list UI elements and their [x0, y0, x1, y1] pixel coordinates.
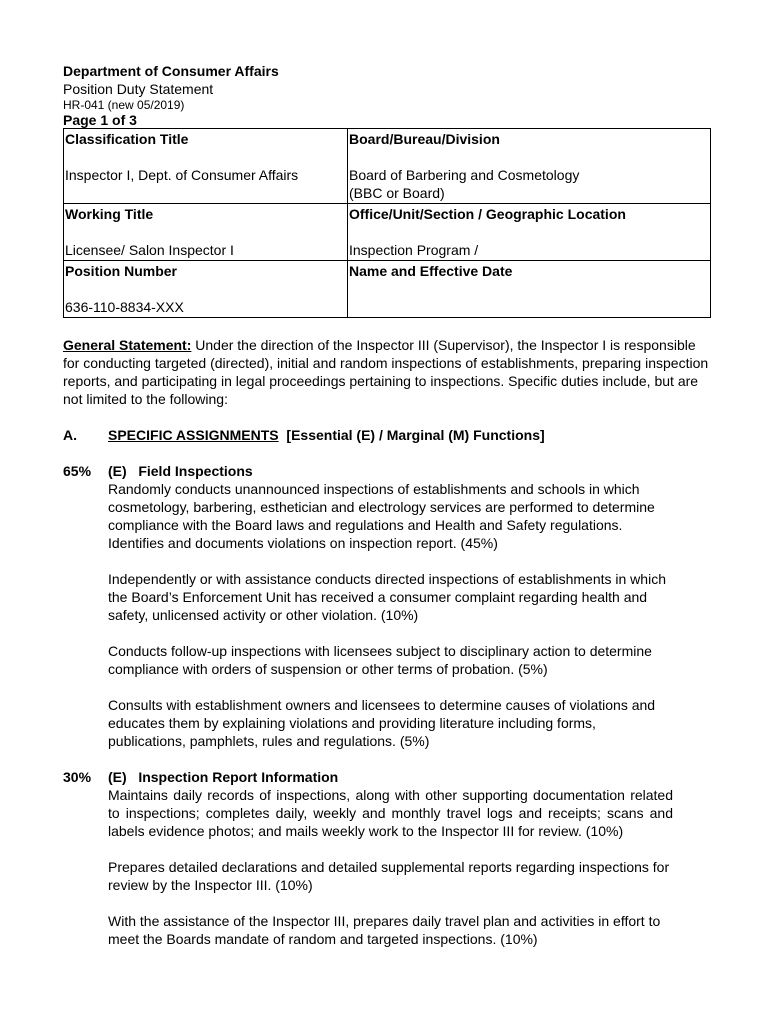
- department-name: Department of Consumer Affairs: [63, 63, 279, 79]
- office-value: Inspection Program /: [349, 242, 479, 258]
- document-title: Position Duty Statement: [63, 81, 214, 97]
- duty-item: Independently or with assistance conducts directed inspections of establishments in which the Board’s Enforcement Unit has received a consumer complaint regarding health and safety, unlicensed activity or other violation. (10%): [108, 571, 666, 623]
- duty-item: Conducts follow-up inspections with licensees subject to disciplinary action to determine compliance with orders of suspension or other terms of probation. (5%): [108, 643, 652, 677]
- duty-title: (E) Inspection Report Information: [108, 769, 339, 785]
- classification-label: Classification Title: [65, 131, 189, 147]
- duty-inspection-report: [63, 768, 711, 948]
- board-value-line1: Board of Barbering and Cosmetology: [349, 167, 580, 183]
- section-subtitle: [Essential (E) / Marginal (M) Functions]: [278, 427, 545, 443]
- general-statement: [63, 336, 711, 408]
- general-statement-label: General Statement:: [63, 337, 192, 353]
- duty-item: Maintains daily records of inspections, along with other supporting documentation related to inspections; completes daily, weekly and monthly travel logs and receipts; scans and labels evidence photos; and mails weekly work to the Inspector III for review. (10%): [108, 787, 673, 839]
- duty-item: Prepares detailed declarations and detailed supplemental reports regarding inspections for review by the Inspector III. (10%): [108, 859, 670, 893]
- section-title: SPECIFIC ASSIGNMENTS: [108, 427, 279, 443]
- office-label: Office/Unit/Section / Geographic Location: [349, 206, 626, 222]
- duty-percent: 65%: [63, 463, 92, 479]
- duty-item: Consults with establishment owners and licensees to determine causes of violations and educates them by explaining violations and providing literature including forms, publications, pamphlets, rules and regulations. (5%): [108, 697, 656, 749]
- board-value-line2: (BBC or Board): [349, 185, 445, 201]
- working-title-value: Licensee/ Salon Inspector I: [65, 242, 234, 258]
- document-page: [63, 62, 711, 948]
- duty-percent: 30%: [63, 769, 92, 785]
- name-date-cell: [348, 261, 711, 318]
- duty-field-inspections: [63, 462, 711, 750]
- position-info-table: [63, 128, 711, 318]
- duty-item: Randomly conducts unannounced inspections of establishments and schools in which cosmetology, barbering, esthetician and electrology services are performed to determine compliance with the Board laws and regulations and Health and Safety regulations. Identifies and documents violations on inspection report. (45%): [108, 481, 655, 551]
- duty-item: With the assistance of the Inspector III, prepares daily travel plan and activities in effort to meet the Boards mandate of random and targeted inspections. (10%): [108, 913, 661, 947]
- document-header: [63, 62, 711, 128]
- board-cell: [348, 129, 711, 204]
- duty-title: (E) Field Inspections: [108, 463, 253, 479]
- form-number: HR-041 (new 05/2019): [63, 98, 185, 112]
- working-title-label: Working Title: [65, 206, 154, 222]
- position-number-value: 636-110-8834-XXX: [65, 299, 184, 315]
- section-a-heading: [63, 426, 711, 444]
- position-number-label: Position Number: [65, 263, 178, 279]
- section-letter: A.: [63, 427, 77, 443]
- name-date-label: Name and Effective Date: [349, 263, 513, 279]
- board-label: Board/Bureau/Division: [349, 131, 500, 147]
- position-number-cell: [64, 261, 348, 318]
- general-statement-text: Under the direction of the Inspector III (Supervisor), the Inspector I is responsible for conducting targeted (directed), initial and random inspections of establishments, preparing inspection reports, and participating in legal proceedings pertaining to inspections. Specific duties include, but are not limited to the following:: [63, 337, 709, 407]
- classification-cell: [64, 129, 348, 204]
- classification-value: Inspector I, Dept. of Consumer Affairs: [65, 167, 299, 183]
- working-title-cell: [64, 204, 348, 261]
- office-cell: [348, 204, 711, 261]
- page-indicator: Page 1 of 3: [63, 112, 137, 128]
